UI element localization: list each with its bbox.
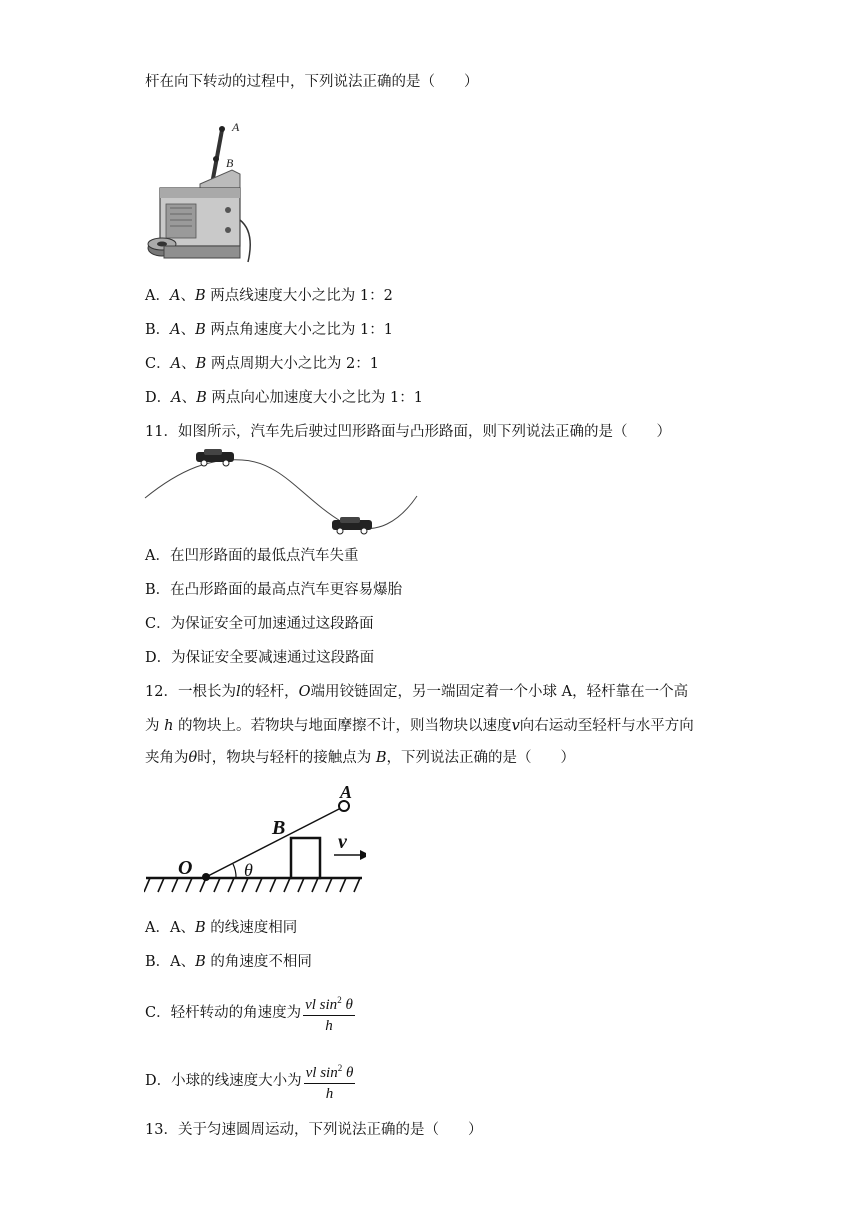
label-o: O bbox=[178, 857, 193, 879]
lever-machine-figure bbox=[140, 112, 260, 272]
q10-option-a: A．A、B 两点线速度大小之比为 1：2 bbox=[145, 288, 393, 304]
linear-velocity-formula: $\frac{vl \sin^2 \theta}{h}$ bbox=[304, 1058, 356, 1104]
q10-option-d: D．A、B 两点向心加速度大小之比为 1：1 bbox=[145, 390, 423, 406]
car-icon bbox=[196, 449, 234, 466]
angular-velocity-formula: $\frac{vl \sin^2 \theta}{h}$ bbox=[303, 990, 355, 1036]
q10-option-c: C．A、B 两点周期大小之比为 2：1 bbox=[145, 356, 379, 372]
label-a: A bbox=[340, 782, 353, 802]
q11-option-a: A．在凹形路面的最低点汽车失重 bbox=[145, 548, 359, 564]
wavy-road-figure bbox=[142, 448, 422, 538]
question-stem-continuation: 杆在向下转动的过程中，下列说法正确的是（ ） bbox=[145, 74, 479, 90]
label-v: v bbox=[338, 831, 347, 853]
label-a: A bbox=[232, 120, 240, 134]
q12-option-a: A．A、B 的线速度相同 bbox=[145, 920, 298, 936]
q11-stem: 11．如图所示，汽车先后驶过凹形路面与凸形路面，则下列说法正确的是（ ） bbox=[145, 424, 671, 440]
label-theta: θ bbox=[244, 860, 253, 880]
q11-option-b: B．在凸形路面的最高点汽车更容易爆胎 bbox=[145, 582, 403, 598]
q12-option-c: C．轻杆转动的角速度为 $\frac{vl \sin^2 \theta}{h}$ bbox=[145, 990, 355, 1036]
q12-option-b: B．A、B 的角速度不相同 bbox=[145, 954, 312, 970]
label-b: B bbox=[226, 156, 234, 170]
q12-stem-line1: 12．一根长为l的轻杆，O端用铰链固定，另一端固定着一个小球 A，轻杆靠在一个高 bbox=[145, 684, 689, 700]
rod-block-figure bbox=[144, 778, 366, 900]
q12-stem-line3: 夹角为θ时，物块与轻杆的接触点为 B，下列说法正确的是（ ） bbox=[145, 750, 575, 766]
q12-stem-line2: 为 h 的物块上。若物块与地面摩擦不计，则当物块以速度v向右运动至轻杆与水平方向 bbox=[145, 718, 694, 734]
q11-option-d: D．为保证安全要减速通过这段路面 bbox=[145, 650, 375, 666]
q12-option-d: D．小球的线速度大小为 $\frac{vl \sin^2 \theta}{h}$ bbox=[145, 1058, 355, 1104]
label-b: B bbox=[272, 817, 286, 839]
q13-stem: 13．关于匀速圆周运动，下列说法正确的是（ ） bbox=[145, 1122, 483, 1138]
q11-option-c: C．为保证安全可加速通过这段路面 bbox=[145, 616, 374, 632]
q10-option-b: B．A、B 两点角速度大小之比为 1：1 bbox=[145, 322, 393, 338]
